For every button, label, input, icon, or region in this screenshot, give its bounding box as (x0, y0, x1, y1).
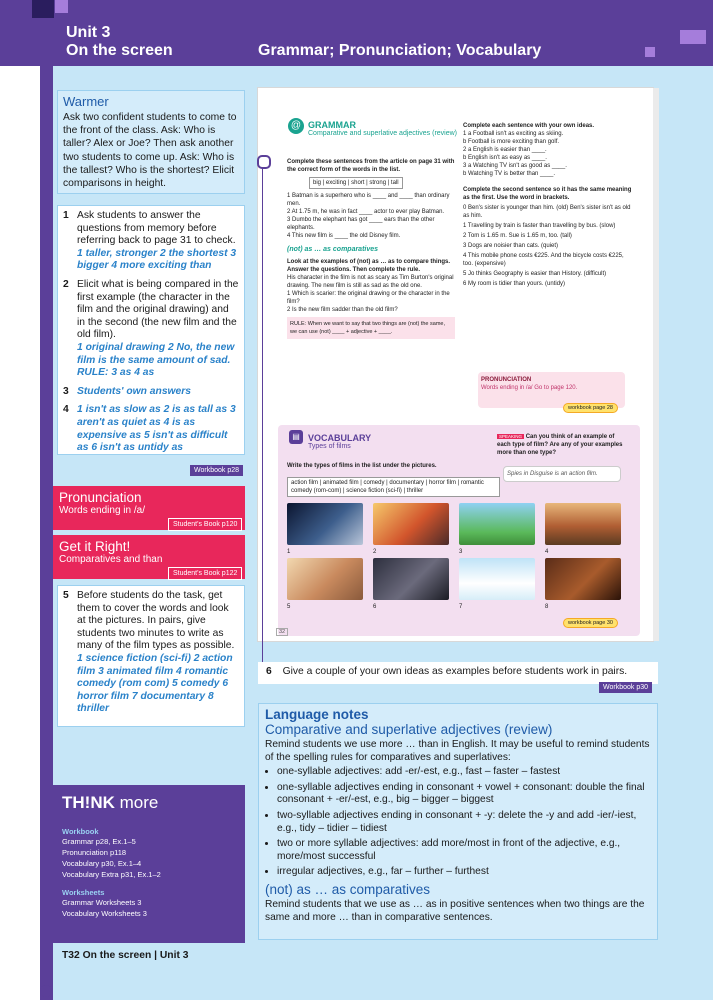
think-line: Vocabulary p30, Ex.1–4 (62, 859, 142, 868)
think-line: Grammar p28, Ex.1–5 (62, 837, 136, 846)
ex3-item: b English isn't as easy as ____. (463, 155, 547, 161)
workbook-page-badge: workbook page 30 (563, 618, 618, 628)
step-answer: 1 original drawing 2 No, the new film is the same amount of sad. RULE: 3 as 4 as (77, 341, 235, 379)
vocabulary-title: VOCABULARY (308, 433, 372, 443)
think-line: Grammar Worksheets 3 (62, 898, 142, 907)
get-it-right-subtitle: Comparatives and than (59, 554, 163, 565)
students-book-tag: Student's Book p120 (168, 518, 242, 531)
ex4-item: 2 Tom is 1.65 m. Sue is 1.65 m, too. (tall) (463, 233, 572, 239)
book-page-edge (653, 88, 659, 641)
header-decoration (55, 0, 68, 13)
step-answer: Students' own answers (77, 385, 192, 397)
ex1-item: 1 Batman is a superhero who is ____ and ____ than ordinary men. (287, 193, 450, 207)
ex4-item: 5 Jo thinks Geography is easier than History. (difficult) (463, 271, 607, 277)
film-image-romcom (545, 503, 621, 545)
film-number: 7 (459, 604, 463, 610)
step-answer: 1 taller, stronger 2 the shortest 3 bigger 4 more exciting than (77, 247, 237, 272)
ex2-text: His character in the film is not as scary as Tim Burton's original drawing. The new film is still as sad as the old one. (287, 275, 454, 289)
language-notes-list (265, 766, 651, 879)
ex3-block (463, 122, 633, 288)
film-image-horror (373, 558, 449, 600)
film-number: 6 (373, 604, 377, 610)
step-text: Ask students to answer the questions from memory before referring back to page 31 to check. (77, 210, 236, 247)
language-note-item: • two-syllable adjectives ending in consonant + -y: delete the -y and add -ier/-iest, e.g., tidy – tidier – tidiest (277, 810, 651, 835)
step-text: Elicit what is being compared in the first example (the character in the film and the original drawing) and in the second (the new film and the old film). (77, 278, 239, 341)
film-image-documentary (459, 558, 535, 600)
step5-panel (57, 585, 245, 727)
book-page-number: 32 (276, 628, 288, 636)
think-logo (62, 793, 236, 813)
ex4-instruction: Complete the second sentence so it has the same meaning as the first. Use the word in brackets. (463, 187, 632, 201)
page-footer: T32 On the screen | Unit 3 (62, 950, 189, 961)
step6-panel (258, 662, 658, 684)
workbook-tag: Workbook p30 (599, 682, 652, 693)
speaking-badge: SPEAKING (499, 434, 523, 439)
step-item (63, 279, 239, 380)
film-number: 3 (459, 549, 463, 555)
step-number: 6 (266, 666, 272, 677)
connector-line (262, 160, 263, 680)
film-number: 5 (287, 604, 291, 610)
header-decoration (680, 30, 706, 44)
film-image-space (287, 503, 363, 545)
language-note-item: • one-syllable adjectives: add -er/-est, e.g., fast – faster – fastest (277, 766, 651, 779)
connector-node (257, 155, 271, 169)
steps-panel (57, 205, 245, 455)
ex4-item: 0 Ben's sister is younger than him. (old) Ben's sister isn't as old as him. (463, 205, 631, 219)
footer-dot (40, 985, 52, 997)
think-logo-word: TH!NK (62, 793, 115, 812)
workbook-tag: Workbook p28 (190, 465, 243, 476)
unit-heading (66, 24, 173, 60)
not-as-heading: (not) as … as comparatives (287, 246, 379, 253)
vocabulary-subtitle: Types of films (308, 443, 351, 450)
get-it-right-title: Get it Right! (59, 539, 131, 554)
pronunciation-mini-subtitle: Words ending in /a/ Go to page 120. (481, 385, 578, 391)
students-book-tag: Student's Book p122 (168, 567, 242, 580)
step-text: Before students do the task, get them to cover the words and look at the pictures. In pairs, give students two minutes to write as many of the film types as possible. (77, 590, 235, 652)
language-notes-intro: Remind students we use more … than in English. It may be useful to remind students of the spelling rules for comparatives and superlatives: (265, 739, 650, 763)
ex3-instruction: Complete each sentence with your own ideas. (463, 123, 595, 129)
grammar-title: GRAMMAR (308, 120, 356, 130)
step-answer: 1 isn't as slow as 2 is as tall as 3 aren't as quiet as 4 is as expensive as 5 isn't as difficult as 6 isn't as untidy as (77, 404, 236, 454)
think-logo-more: more (119, 793, 159, 812)
film-image-animated (459, 503, 535, 545)
film-number: 8 (545, 604, 549, 610)
ex4-item: 3 Dogs are noisier than cats. (quiet) (463, 243, 559, 249)
step-item (63, 386, 239, 399)
think-workbook-heading: Workbook (62, 827, 99, 836)
ex6-example: Spies in Disguise is an action film. (503, 466, 621, 482)
unit-number: Unit 3 (66, 24, 111, 41)
ex3-item: 2 a English is easier than ____. (463, 147, 547, 153)
header-decoration (645, 47, 655, 57)
language-note-item: • one-syllable adjectives ending in consonant + vowel + consonant: double the final consonant + -er/-est, e.g., big – bigger – biggest (277, 782, 651, 807)
ex4-item: 1 Travelling by train is faster than travelling by bus. (slow) (463, 223, 616, 229)
pronunciation-subtitle: Words ending in /a/ (59, 505, 145, 516)
film-image-action (373, 503, 449, 545)
step-number: 2 (63, 278, 69, 290)
think-line: Vocabulary Worksheets 3 (62, 909, 147, 918)
step-item (63, 210, 239, 273)
ex2-item: 1 Which is scarier: the original drawing or the character in the film? (287, 291, 450, 305)
film-number: 1 (287, 549, 291, 555)
ex3-item: b Watching TV is better than ____. (463, 171, 556, 177)
step-number: 3 (63, 385, 69, 397)
language-notes-title: Language notes (265, 707, 369, 722)
ex1-item: 2 At 1.75 m, he was in fact ____ actor to ever play Batman. (287, 209, 445, 215)
ex2-instruction: Look at the examples of (not) as … as to compare things. Answer the questions. Then complete the rule. (287, 259, 451, 273)
ex3-item: 3 a Watching TV isn't as good as ____. (463, 163, 567, 169)
language-notes-panel (258, 703, 658, 940)
unit-title: On the screen (66, 42, 173, 59)
pronunciation-mini-title: PRONUNCIATION (481, 377, 532, 383)
vocabulary-icon: ▤ (289, 430, 303, 444)
pronunciation-mini (481, 376, 621, 392)
film-image-comedy (287, 558, 363, 600)
grammar-subtitle: Comparative and superlative adjectives (review) (308, 130, 458, 137)
vocabulary-heading (308, 433, 371, 450)
workbook-page-badge: workbook page 28 (563, 403, 618, 413)
think-line: Vocabulary Extra p31, Ex.1–2 (62, 870, 161, 879)
language-notes-subtitle-2: (not) as … as comparatives (265, 881, 431, 897)
step-item (63, 590, 239, 716)
step-text: Give a couple of your own ideas as examples before students work in pairs. (282, 666, 628, 677)
ex4-item: 6 My room is tidier than yours. (untidy) (463, 281, 566, 287)
film-image-thriller (545, 558, 621, 600)
ex5-wordbox: action film | animated film | comedy | documentary | horror film | romantic comedy (rom-com) | science fiction (sci-fi) | thriller (287, 477, 500, 497)
think-worksheets-heading: Worksheets (62, 888, 105, 897)
step-item (63, 404, 239, 454)
ex3-item: b Football is more exciting than golf. (463, 139, 560, 145)
header-decoration (32, 0, 54, 18)
grammar-heading (308, 120, 458, 137)
think-line: Pronunciation p118 (62, 848, 127, 857)
step-number: 4 (63, 404, 69, 416)
step-number: 1 (63, 210, 69, 221)
language-note-item: • irregular adjectives, e.g., far – further – furthest (277, 866, 651, 879)
ex4-item: 4 This mobile phone costs €225. And the bicycle costs €225, too. (expensive) (463, 253, 624, 267)
film-number: 4 (545, 549, 549, 555)
warmer-panel (57, 90, 245, 194)
left-purple-strip (40, 0, 53, 1000)
ex6-instruction: Can you think of an example of each type of film? Are any of your examples more than one type? (497, 434, 623, 456)
ex5-instruction: Write the types of films in the list under the pictures. (287, 463, 437, 469)
ex1-item: 4 This new film is ____ the old Disney film. (287, 233, 401, 239)
rule-box: RULE: When we want to say that two things are (not) the same, we can use (not) ____ + adjective + ____. (287, 317, 455, 339)
ex6-block (497, 433, 627, 457)
think-more-box (53, 785, 245, 943)
warmer-text: Ask two confident students to come to the front of the class. Ask: Who is taller? Alex or Joe? Then ask another two students to come up. Ask: Who is the tallest? Who is the shortest? Elicit comparisons in height. (63, 112, 237, 190)
pronunciation-title: Pronunciation (59, 490, 142, 505)
language-notes-outro: Remind students that we use as … as in positive sentences when two things are the same and more … than in comparative sentences. (265, 898, 645, 923)
step-answer: 1 science fiction (sci-fi) 2 action film 3 animated film 4 romantic comedy (rom com) 5 comedy 6 horror film 7 documentary 8 thriller (77, 652, 233, 715)
language-notes-subtitle: Comparative and superlative adjectives (review) (265, 722, 553, 737)
ex1-instruction: Complete these sentences from the article on page 31 with the correct form of the words in the list. (287, 159, 455, 173)
ex2-item: 2 Is the new film sadder than the old film? (287, 307, 398, 313)
grammar-icon: @ (288, 118, 304, 134)
step-number: 5 (63, 590, 69, 601)
ex1-block (287, 158, 455, 339)
section-title: Grammar; Pronunciation; Vocabulary (258, 42, 542, 59)
ex1-item: 3 Dumbo the elephant has got ____ ears than the other elephants. (287, 217, 435, 231)
warmer-title: Warmer (63, 94, 109, 109)
ex1-wordbox: big | exciting | short | strong | tall (309, 177, 403, 189)
language-note-item: • two or more syllable adjectives: add more/most in front of the adjective, e.g., more/most successful (277, 838, 651, 863)
ex3-item: 1 a Football isn't as exciting as skiing. (463, 131, 564, 137)
film-number: 2 (373, 549, 377, 555)
